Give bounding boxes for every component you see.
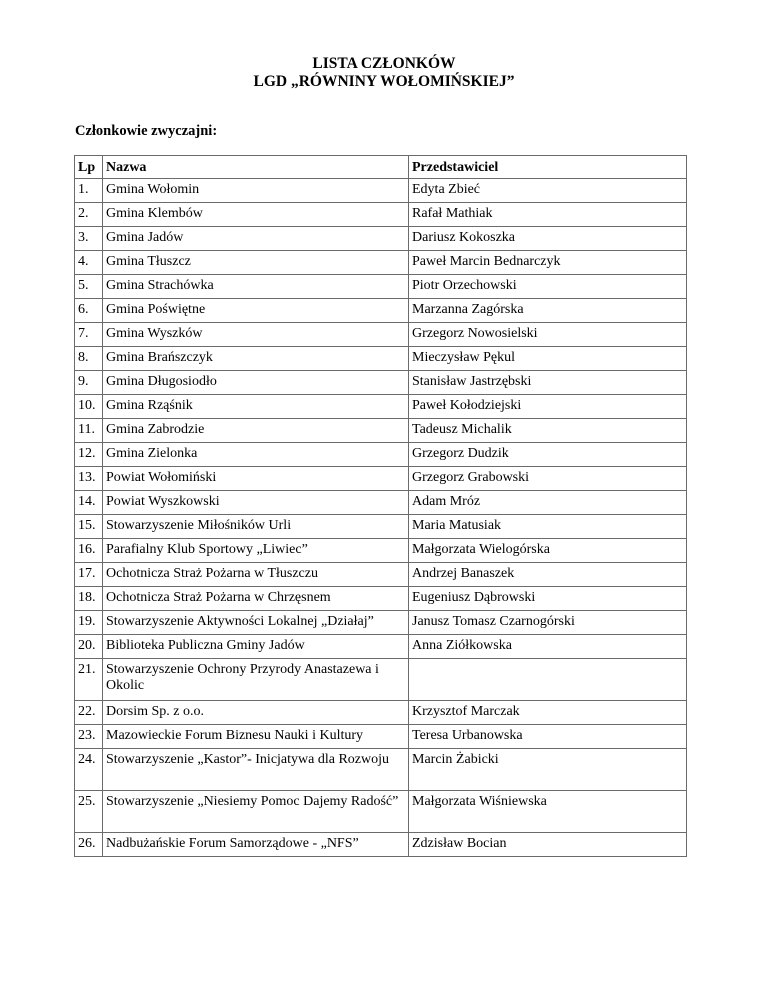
table-row (75, 371, 687, 395)
cell-name: Gmina Strachówka (103, 275, 409, 299)
members-table (74, 155, 687, 857)
cell-lp: 22. (75, 701, 103, 725)
cell-representative: Edyta Zbieć (409, 179, 687, 203)
cell-representative: Piotr Orzechowski (409, 275, 687, 299)
table-row (75, 539, 687, 563)
table-row (75, 491, 687, 515)
cell-name: Stowarzyszenie Aktywności Lokalnej „Działaj” (103, 611, 409, 635)
table-row (75, 419, 687, 443)
cell-name: Mazowieckie Forum Biznesu Nauki i Kultury (103, 725, 409, 749)
cell-name: Ochotnicza Straż Pożarna w Chrzęsnem (103, 587, 409, 611)
cell-name: Powiat Wyszkowski (103, 491, 409, 515)
cell-lp: 23. (75, 725, 103, 749)
cell-lp: 6. (75, 299, 103, 323)
cell-representative: Anna Ziółkowska (409, 635, 687, 659)
table-row (75, 179, 687, 203)
table-row (75, 611, 687, 635)
cell-representative: Rafał Mathiak (409, 203, 687, 227)
document-title-line1: LISTA CZŁONKÓW (312, 55, 456, 72)
cell-name: Dorsim Sp. z o.o. (103, 701, 409, 725)
table-row (75, 395, 687, 419)
table-row (75, 347, 687, 371)
cell-lp: 12. (75, 443, 103, 467)
cell-name: Gmina Wyszków (103, 323, 409, 347)
table-row (75, 725, 687, 749)
cell-representative: Grzegorz Nowosielski (409, 323, 687, 347)
cell-name: Gmina Zabrodzie (103, 419, 409, 443)
cell-name: Stowarzyszenie „Kastor”- Inicjatywa dla Rozwoju (103, 749, 409, 791)
table-row (75, 251, 687, 275)
cell-representative: Andrzej Banaszek (409, 563, 687, 587)
table-row (75, 203, 687, 227)
cell-name: Powiat Wołomiński (103, 467, 409, 491)
cell-lp: 21. (75, 659, 103, 701)
cell-lp: 9. (75, 371, 103, 395)
cell-lp: 4. (75, 251, 103, 275)
table-row (75, 635, 687, 659)
cell-representative: Dariusz Kokoszka (409, 227, 687, 251)
cell-lp: 2. (75, 203, 103, 227)
cell-representative: Małgorzata Wielogórska (409, 539, 687, 563)
table-row (75, 227, 687, 251)
cell-name: Parafialny Klub Sportowy „Liwiec” (103, 539, 409, 563)
cell-name: Gmina Wołomin (103, 179, 409, 203)
cell-representative: Janusz Tomasz Czarnogórski (409, 611, 687, 635)
cell-representative: Maria Matusiak (409, 515, 687, 539)
table-row (75, 791, 687, 833)
table-row (75, 323, 687, 347)
cell-representative: Paweł Kołodziejski (409, 395, 687, 419)
cell-representative: Małgorzata Wiśniewska (409, 791, 687, 833)
cell-name: Gmina Brańszczyk (103, 347, 409, 371)
cell-representative: Marzanna Zagórska (409, 299, 687, 323)
cell-representative: Mieczysław Pękul (409, 347, 687, 371)
table-row (75, 443, 687, 467)
cell-lp: 3. (75, 227, 103, 251)
cell-representative: Zdzisław Bocian (409, 833, 687, 857)
cell-lp: 18. (75, 587, 103, 611)
cell-representative: Marcin Żabicki (409, 749, 687, 791)
cell-name: Gmina Jadów (103, 227, 409, 251)
cell-lp: 15. (75, 515, 103, 539)
table-header-row (75, 156, 687, 179)
table-row (75, 659, 687, 701)
cell-lp: 8. (75, 347, 103, 371)
cell-name: Nadbużańskie Forum Samorządowe - „NFS” (103, 833, 409, 857)
table-row (75, 833, 687, 857)
cell-representative: Grzegorz Dudzik (409, 443, 687, 467)
cell-name: Gmina Klembów (103, 203, 409, 227)
cell-representative: Adam Mróz (409, 491, 687, 515)
cell-representative: Stanisław Jastrzębski (409, 371, 687, 395)
cell-name: Gmina Długosiodło (103, 371, 409, 395)
cell-lp: 10. (75, 395, 103, 419)
cell-lp: 26. (75, 833, 103, 857)
cell-name: Biblioteka Publiczna Gminy Jadów (103, 635, 409, 659)
cell-lp: 11. (75, 419, 103, 443)
table-row (75, 515, 687, 539)
cell-lp: 24. (75, 749, 103, 791)
table-row (75, 563, 687, 587)
cell-lp: 13. (75, 467, 103, 491)
cell-lp: 14. (75, 491, 103, 515)
header-lp: Lp (75, 156, 103, 179)
cell-name: Gmina Zielonka (103, 443, 409, 467)
cell-lp: 19. (75, 611, 103, 635)
cell-name: Stowarzyszenie „Niesiemy Pomoc Dajemy Radość” (103, 791, 409, 833)
document-title-line2: LGD „RÓWNINY WOŁOMIŃSKIEJ” (253, 73, 515, 90)
table-row (75, 701, 687, 725)
cell-lp: 16. (75, 539, 103, 563)
cell-name: Gmina Poświętne (103, 299, 409, 323)
cell-name: Stowarzyszenie Ochrony Przyrody Anastazewa i Okolic (103, 659, 409, 701)
cell-representative: Krzysztof Marczak (409, 701, 687, 725)
cell-name: Gmina Rząśnik (103, 395, 409, 419)
cell-representative: Grzegorz Grabowski (409, 467, 687, 491)
section-heading: Członkowie zwyczajni: (75, 123, 218, 139)
table-row (75, 587, 687, 611)
cell-lp: 7. (75, 323, 103, 347)
cell-name: Ochotnicza Straż Pożarna w Tłuszczu (103, 563, 409, 587)
cell-lp: 1. (75, 179, 103, 203)
cell-lp: 5. (75, 275, 103, 299)
cell-representative (409, 659, 687, 701)
table-row (75, 299, 687, 323)
header-representative: Przedstawiciel (409, 156, 687, 179)
cell-representative: Teresa Urbanowska (409, 725, 687, 749)
table-row (75, 275, 687, 299)
cell-representative: Eugeniusz Dąbrowski (409, 587, 687, 611)
cell-lp: 17. (75, 563, 103, 587)
header-name: Nazwa (103, 156, 409, 179)
cell-name: Gmina Tłuszcz (103, 251, 409, 275)
cell-lp: 25. (75, 791, 103, 833)
table-row (75, 467, 687, 491)
cell-representative: Paweł Marcin Bednarczyk (409, 251, 687, 275)
cell-name: Stowarzyszenie Miłośników Urli (103, 515, 409, 539)
table-row (75, 749, 687, 791)
cell-representative: Tadeusz Michalik (409, 419, 687, 443)
cell-lp: 20. (75, 635, 103, 659)
